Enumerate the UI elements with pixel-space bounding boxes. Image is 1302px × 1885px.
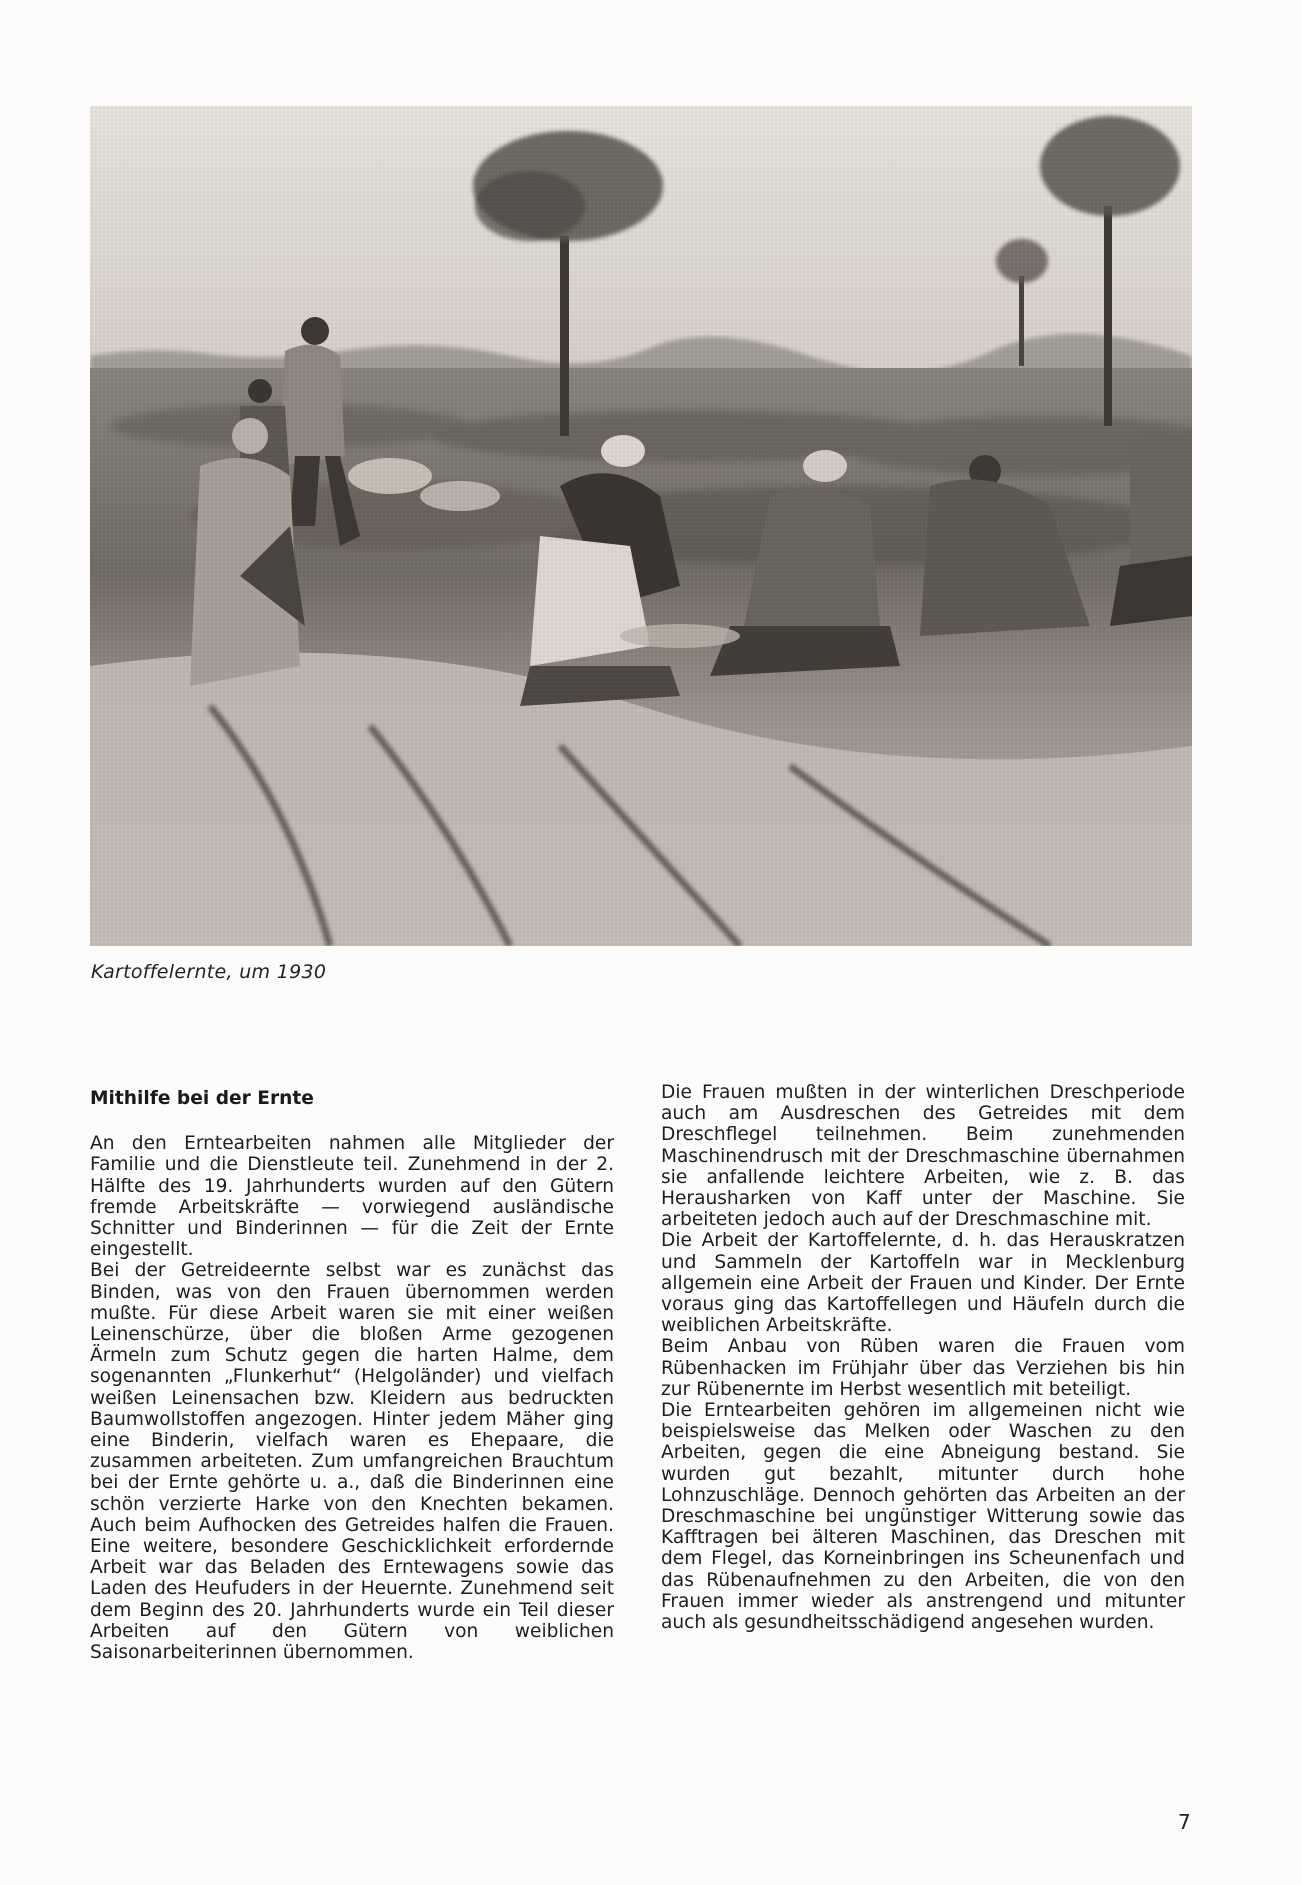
paragraph: Die Arbeit der Kartoffelernte, d. h. das Herauskratzen und Sammeln der Kartoffeln war in Mecklenburg allgemein eine Arbeit der Frauen und Kinder. Der Ernte voraus ging das Kartoffellegen und Häufeln durch die weiblichen Arbeitskräfte.: [661, 1230, 1185, 1337]
photo-caption: Kartoffelernte, um 1930: [91, 961, 327, 983]
paragraph: Beim Anbau von Rüben waren die Frauen vom Rübenhacken im Frühjahr über das Verziehen bis hin zur Rübenernte im Herbst wesentlich mit beteiligt.: [661, 1336, 1185, 1400]
photo-illustration: [90, 106, 1192, 946]
page-number: 7: [1178, 1810, 1191, 1834]
potato-harvest-photo: [90, 106, 1192, 946]
paragraph: Die Erntearbeiten gehören im allgemeinen nicht wie beispielsweise das Melken oder Waschen zu den Arbeiten, gegen die eine Abneigung bestand. Sie wurden gut bezahlt, mitunter durch hohe Lohnzuschläge. Dennoch gehörten das Arbeiten an der Dreschmaschine bei ungünstiger Witterung sowie das Kafftragen bei älteren Maschinen, das Dreschen mit dem Flegel, das Korneinbringen ins Scheunenfach und das Rübenaufnehmen zu den Arbeiten, die von den Frauen immer wieder als anstrengend und mitunter auch als gesundheitsschädigend angesehen wurden.: [661, 1400, 1185, 1634]
paragraph: An den Erntearbeiten nahmen alle Mitglieder der Familie und die Dienstleute teil. Zunehmend in der 2. Hälfte des 19. Jahrhunderts wurden auf den Gütern fremde Arbeitskräfte — vorwiegend ausländische Schnitter und Binderinnen — für die Zeit der Ernte eingestellt.: [90, 1133, 614, 1261]
paragraph: Bei der Getreideernte selbst war es zunächst das Binden, was von den Frauen übernommen werden mußte. Für diese Arbeit waren sie mit einer weißen Leinenschürze, über die bloßen Arme gezogenen Ärmeln zum Schutz gegen die harten Halme, dem sogenannten „Flunkerhut“ (Helgoländer) und vielfach weißen Leinensachen bzw. Kleidern aus bedruckten Baumwollstoffen angezogen. Hinter jedem Mäher ging eine Binderin, vielfach waren es Ehepaare, die zusammen arbeiteten. Zum umfangreichen Brauchtum bei der Ernte gehörte u. a., daß die Binderinnen eine schön verzierte Harke von den Knechten bekamen. Auch beim Aufhocken des Getreides halfen die Frauen. Eine weitere, besondere Geschicklichkeit erfordernde Arbeit war das Beladen des Erntewagens sowie das Laden des Heufuders in der Heuernte. Zunehmend seit dem Beginn des 20. Jahrhunderts wurde ein Teil dieser Arbeiten auf den Gütern von weiblichen Saisonarbeiterinnen übernommen.: [90, 1260, 614, 1664]
section-heading: Mithilfe bei der Ernte: [90, 1088, 314, 1109]
paragraph: Die Frauen mußten in der winterlichen Dreschperiode auch am Ausdreschen des Getreides mit dem Dreschflegel teilnehmen. Beim zunehmenden Maschinendrusch mit der Dreschmaschine übernahmen sie anfallende leichtere Arbeiten, wie z. B. das Herausharken von Kaff unter der Maschine. Sie arbeiteten jedoch auch auf der Dreschmaschine mit.: [661, 1082, 1185, 1231]
left-column: [90, 1082, 614, 1663]
right-column: [661, 1082, 1185, 1633]
